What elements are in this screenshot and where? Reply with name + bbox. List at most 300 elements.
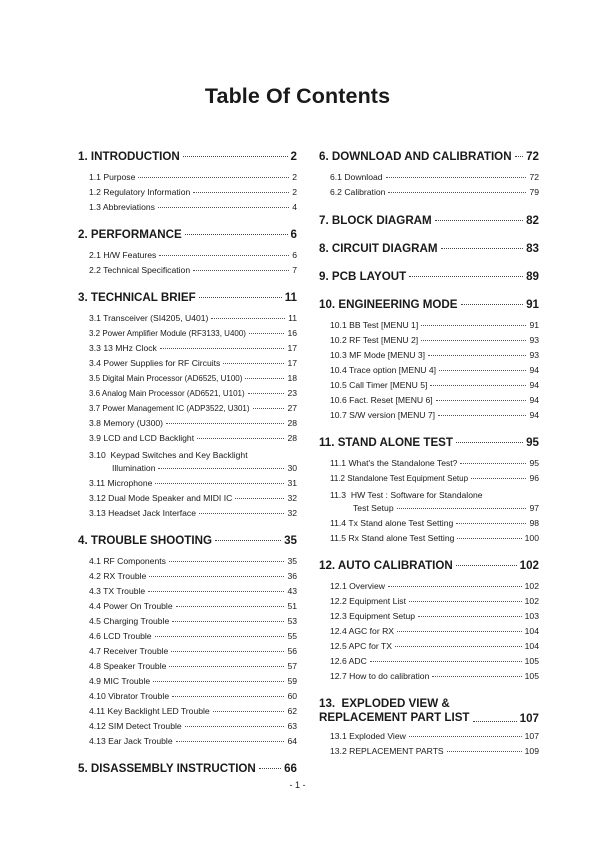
entry-title: 1.3 Abbreviations — [89, 202, 155, 212]
entry-page-number: 98 — [529, 518, 539, 528]
section-title — [319, 697, 470, 725]
section-title: 7. BLOCK DIAGRAM — [319, 214, 432, 227]
entry-page-number: 7 — [292, 265, 297, 275]
toc-entry[interactable] — [89, 556, 297, 571]
entry-title: 10.4 Trace option [MENU 4] — [330, 365, 437, 375]
entry-title: 4.2 RX Trouble — [89, 571, 147, 581]
entry-page-number: 32 — [287, 493, 297, 503]
entry-title: 4.10 Vibrator Trouble — [89, 691, 170, 701]
dot-leader — [370, 661, 522, 662]
dot-leader — [213, 711, 285, 712]
toc-entry-list — [319, 172, 539, 202]
toc-entry[interactable] — [89, 586, 297, 601]
entry-title: 3.12 Dual Mode Speaker and MIDI IC — [89, 493, 233, 503]
entry-page-number: 36 — [287, 571, 297, 581]
dot-leader — [441, 248, 524, 249]
entry-page-number: 94 — [529, 410, 539, 420]
entry-line2 — [89, 463, 297, 478]
toc-entry[interactable] — [330, 641, 539, 656]
dot-leader — [158, 207, 289, 208]
dot-leader — [432, 676, 521, 677]
toc-entry[interactable] — [89, 328, 297, 343]
dot-leader — [461, 304, 524, 305]
dot-leader — [176, 606, 285, 607]
entry-page-number: 30 — [287, 463, 297, 473]
dot-leader — [436, 400, 527, 401]
toc-column-left — [78, 150, 297, 784]
toc-section-heading[interactable] — [319, 436, 539, 452]
entry-title: 11.2 Standalone Test Equipment Setup — [330, 474, 469, 483]
entry-page-number: 55 — [287, 631, 297, 641]
toc-entry[interactable] — [89, 172, 297, 187]
toc-entry[interactable] — [330, 626, 539, 641]
entry-page-number: 51 — [287, 601, 297, 611]
toc-entry-text — [89, 448, 297, 478]
entry-page-number: 104 — [524, 641, 539, 651]
toc-section-heading[interactable] — [319, 559, 539, 575]
dot-leader — [428, 355, 526, 356]
entry-title: 12.3 Equipment Setup — [330, 611, 416, 621]
toc-entry[interactable] — [89, 571, 297, 586]
toc-entry[interactable] — [330, 731, 539, 746]
entry-page-number: 17 — [287, 343, 297, 353]
entry-title: 4.11 Key Backlight LED Trouble — [89, 706, 210, 716]
dot-leader — [438, 415, 526, 416]
entry-title: 11.5 Rx Stand alone Test Setting — [330, 533, 455, 543]
toc-entry[interactable] — [89, 250, 297, 265]
entry-title: 4.6 LCD Trouble — [89, 631, 152, 641]
section-page-number: 82 — [526, 214, 539, 227]
dot-leader — [211, 318, 285, 319]
entry-page-number: 16 — [287, 328, 297, 338]
entry-title: 12.2 Equipment List — [330, 596, 406, 606]
section-title: 5. DISASSEMBLY INSTRUCTION — [78, 762, 256, 775]
toc-section-heading[interactable] — [78, 291, 297, 307]
entry-page-number: 91 — [529, 320, 539, 330]
dot-leader — [430, 385, 526, 386]
toc-section-heading[interactable] — [319, 697, 539, 725]
toc-entry[interactable] — [89, 493, 297, 508]
toc-section — [78, 762, 297, 778]
toc-entry[interactable] — [89, 646, 297, 661]
toc-entry[interactable] — [89, 187, 297, 202]
dot-leader — [447, 751, 522, 752]
section-page-number: 95 — [526, 436, 539, 449]
toc-section — [319, 214, 539, 230]
entry-page-number: 103 — [524, 611, 539, 621]
entry-title: 10.6 Fact. Reset [MENU 6] — [330, 395, 433, 405]
dot-leader — [138, 177, 289, 178]
toc-column-right — [319, 150, 539, 761]
entry-title: 10.3 MF Mode [MENU 3] — [330, 350, 426, 360]
dot-leader — [199, 513, 284, 514]
entry-page-number: 28 — [287, 433, 297, 443]
entry-page-number: 102 — [524, 581, 539, 591]
toc-section — [319, 150, 539, 202]
toc-entry[interactable] — [330, 581, 539, 596]
section-title: 11. STAND ALONE TEST — [319, 436, 453, 449]
section-title: 2. PERFORMANCE — [78, 228, 182, 241]
toc-entry[interactable] — [89, 202, 297, 217]
dot-leader — [409, 736, 522, 737]
toc-entry[interactable] — [330, 596, 539, 611]
entry-page-number: 60 — [287, 691, 297, 701]
section-page-number: 66 — [284, 762, 297, 775]
dot-leader — [249, 333, 284, 334]
dot-leader — [215, 540, 281, 541]
toc-entry[interactable] — [330, 458, 539, 473]
entry-page-number: 93 — [529, 335, 539, 345]
toc-entry[interactable] — [89, 478, 297, 493]
entry-page-number: 56 — [287, 646, 297, 656]
entry-title: 1.1 Purpose — [89, 172, 136, 182]
toc-section — [78, 291, 297, 523]
section-title: 4. TROUBLE SHOOTING — [78, 534, 212, 547]
dot-leader — [169, 561, 285, 562]
toc-entry[interactable] — [330, 473, 539, 488]
toc-entry[interactable] — [89, 721, 297, 736]
toc-entry[interactable] — [89, 691, 297, 706]
entry-page-number: 32 — [287, 508, 297, 518]
entry-title: 3.4 Power Supplies for RF Circuits — [89, 358, 221, 368]
toc-entry-list — [319, 458, 539, 548]
entry-page-number: 31 — [287, 478, 297, 488]
section-title: 8. CIRCUIT DIAGRAM — [319, 242, 438, 255]
dot-leader — [456, 442, 523, 443]
section-page-number: 72 — [526, 150, 539, 163]
entry-page-number: 35 — [287, 556, 297, 566]
page-title: Table Of Contents — [204, 84, 391, 108]
entry-title: 3.7 Power Management IC (ADP3522, U301) — [89, 404, 250, 413]
toc-entry[interactable] — [330, 518, 539, 533]
entry-title: 3.2 Power Amplifier Module (RF3133, U400) — [89, 329, 246, 338]
dot-leader — [439, 370, 526, 371]
dot-leader — [169, 666, 284, 667]
dot-leader — [460, 463, 526, 464]
toc-entry[interactable] — [89, 631, 297, 646]
entry-page-number: 62 — [287, 706, 297, 716]
entry-title: 4.7 Receiver Trouble — [89, 646, 169, 656]
entry-page-number: 18 — [287, 373, 297, 383]
entry-title-line1: 3.10 Keypad Switches and Key Backlight — [89, 450, 248, 460]
dot-leader — [155, 483, 284, 484]
section-page-number: 11 — [284, 291, 297, 304]
entry-title: 10.5 Call Timer [MENU 5] — [330, 380, 428, 390]
dot-leader — [176, 741, 285, 742]
toc-section — [319, 559, 539, 686]
dot-leader — [155, 636, 285, 637]
entry-title-line2: Test Setup — [353, 503, 394, 513]
entry-title: 12.1 Overview — [330, 581, 385, 591]
entry-page-number: 63 — [287, 721, 297, 731]
toc-entry[interactable] — [89, 433, 297, 448]
entry-title: 4.5 Charging Trouble — [89, 616, 170, 626]
entry-title: 10.1 BB Test [MENU 1] — [330, 320, 419, 330]
dot-leader — [388, 586, 522, 587]
entry-line2 — [330, 503, 539, 518]
toc-entry[interactable] — [330, 746, 539, 761]
section-title-line2: REPLACEMENT PART LIST — [319, 711, 470, 724]
entry-title: 12.6 ADC — [330, 656, 367, 666]
toc-section-heading[interactable] — [78, 534, 297, 550]
entry-title: 4.9 MIC Trouble — [89, 676, 151, 686]
toc-entry[interactable] — [89, 616, 297, 631]
entry-title: 3.3 13 MHz Clock — [89, 343, 157, 353]
entry-title: 4.8 Speaker Trouble — [89, 661, 167, 671]
entry-page-number: 17 — [287, 358, 297, 368]
toc-entry[interactable] — [89, 358, 297, 373]
entry-page-number: 95 — [529, 458, 539, 468]
entry-page-number: 93 — [529, 350, 539, 360]
toc-entry[interactable] — [89, 736, 297, 751]
toc-section-heading[interactable] — [319, 242, 539, 258]
entry-page-number: 59 — [287, 676, 297, 686]
toc-entry[interactable] — [330, 320, 539, 335]
entry-page-number: 105 — [524, 671, 539, 681]
entry-page-number: 97 — [529, 503, 539, 513]
entry-title: 3.5 Digital Main Processor (AD6525, U100) — [89, 374, 243, 383]
toc-entry[interactable] — [330, 410, 539, 425]
entry-title: 3.1 Transceiver (SI4205, U401) — [89, 313, 209, 323]
entry-page-number: 79 — [529, 187, 539, 197]
toc-entry[interactable] — [89, 388, 297, 403]
entry-title: 10.2 RF Test [MENU 2] — [330, 335, 419, 345]
dot-leader — [148, 591, 284, 592]
entry-page-number: 27 — [287, 403, 297, 413]
toc-section-heading[interactable] — [78, 150, 297, 166]
toc-entry-list — [78, 313, 297, 523]
entry-title: 11.1 What's the Standalone Test? — [330, 458, 458, 468]
entry-page-number: 2 — [292, 187, 297, 197]
dot-leader — [171, 651, 284, 652]
dot-leader — [149, 576, 284, 577]
dot-leader — [160, 348, 285, 349]
section-page-number: 102 — [519, 559, 539, 572]
dot-leader — [223, 363, 284, 364]
toc-entry[interactable] — [89, 313, 297, 328]
entry-title: 12.5 APC for TX — [330, 641, 392, 651]
toc-entry[interactable] — [330, 335, 539, 350]
section-title: 10. ENGINEERING MODE — [319, 298, 458, 311]
entry-page-number: 100 — [524, 533, 539, 543]
section-title: 9. PCB LAYOUT — [319, 270, 407, 283]
entry-title: 6.1 Download — [330, 172, 383, 182]
dot-leader — [248, 393, 285, 394]
dot-leader — [418, 616, 522, 617]
entry-page-number: 94 — [529, 380, 539, 390]
toc-entry[interactable] — [89, 373, 297, 388]
toc-entry[interactable] — [330, 350, 539, 365]
entry-page-number: 64 — [287, 736, 297, 746]
toc-entry[interactable] — [89, 418, 297, 433]
entry-title: 11.4 Tx Stand alone Test Setting — [330, 518, 454, 528]
toc-entry[interactable] — [89, 343, 297, 358]
toc-entry-text — [330, 488, 539, 518]
entry-title: 13.2 REPLACEMENT PARTS — [330, 746, 444, 756]
toc-section-heading[interactable] — [319, 214, 539, 230]
toc-section — [319, 270, 539, 286]
toc-entry[interactable] — [330, 656, 539, 671]
toc-entry-list — [78, 556, 297, 751]
dot-leader — [185, 234, 288, 235]
toc-section — [78, 534, 297, 751]
dot-leader — [409, 601, 522, 602]
entry-title: 6.2 Calibration — [330, 187, 386, 197]
toc-entry[interactable] — [89, 403, 297, 418]
toc-entry-list — [78, 250, 297, 280]
dot-leader — [172, 696, 284, 697]
entry-title-line1: 11.3 HW Test : Software for Standalone — [330, 490, 483, 500]
entry-page-number: 96 — [529, 473, 539, 483]
toc-entry[interactable] — [89, 508, 297, 523]
section-title: 1. INTRODUCTION — [78, 150, 180, 163]
entry-page-number: 4 — [292, 202, 297, 212]
entry-title: 2.1 H/W Features — [89, 250, 157, 260]
entry-title: 3.8 Memory (U300) — [89, 418, 164, 428]
toc-entry[interactable] — [330, 533, 539, 548]
section-page-number: 35 — [284, 534, 297, 547]
dot-leader — [395, 646, 522, 647]
entry-page-number: 105 — [524, 656, 539, 666]
dot-leader — [166, 423, 284, 424]
toc-entry-list — [319, 731, 539, 761]
toc-entry[interactable] — [89, 706, 297, 721]
dot-leader — [183, 156, 288, 157]
entry-title: 3.9 LCD and LCD Backlight — [89, 433, 195, 443]
toc-entry-list — [319, 320, 539, 425]
dot-leader — [388, 192, 526, 193]
entry-page-number: 72 — [529, 172, 539, 182]
toc-section-heading[interactable] — [319, 270, 539, 286]
dot-leader — [471, 478, 526, 479]
toc-section-heading[interactable] — [78, 228, 297, 244]
toc-section-heading[interactable] — [78, 762, 297, 778]
section-page-number: 6 — [290, 228, 297, 241]
toc-entry[interactable] — [89, 265, 297, 280]
toc-entry[interactable] — [330, 172, 539, 187]
section-page-number: 83 — [526, 242, 539, 255]
toc-section — [319, 697, 539, 761]
section-page-number: 2 — [290, 150, 297, 163]
toc-section — [319, 242, 539, 258]
entry-page-number: 94 — [529, 395, 539, 405]
toc-entry[interactable] — [330, 671, 539, 686]
toc-section — [319, 298, 539, 425]
toc-entry[interactable] — [330, 611, 539, 626]
entry-title: 4.3 TX Trouble — [89, 586, 146, 596]
dot-leader — [199, 297, 282, 298]
toc-section-heading[interactable] — [319, 150, 539, 166]
entry-page-number: 11 — [288, 313, 297, 323]
dot-leader — [259, 768, 281, 769]
entry-title: 4.12 SIM Detect Trouble — [89, 721, 182, 731]
dot-leader — [435, 220, 523, 221]
toc-section — [319, 436, 539, 548]
dot-leader — [397, 631, 522, 632]
entry-page-number: 43 — [287, 586, 297, 596]
section-title: 12. AUTO CALIBRATION — [319, 559, 453, 572]
toc-entry[interactable] — [330, 365, 539, 380]
dot-leader — [185, 726, 285, 727]
dot-leader — [421, 325, 526, 326]
entry-title: 3.11 Microphone — [89, 478, 153, 488]
entry-page-number: 2 — [292, 172, 297, 182]
toc-entry[interactable] — [89, 448, 297, 478]
toc-entry[interactable] — [89, 661, 297, 676]
toc-entry[interactable] — [330, 380, 539, 395]
toc-entry[interactable] — [89, 676, 297, 691]
section-page-number: 91 — [526, 298, 539, 311]
dot-leader — [253, 408, 285, 409]
dot-leader — [386, 177, 527, 178]
dot-leader — [473, 721, 517, 722]
entry-title: 4.1 RF Components — [89, 556, 166, 566]
entry-page-number: 6 — [292, 250, 297, 260]
dot-leader — [456, 523, 526, 524]
dot-leader — [515, 156, 524, 157]
dot-leader — [421, 340, 526, 341]
entry-page-number: 109 — [524, 746, 539, 756]
dot-leader — [172, 621, 284, 622]
entry-title: 10.7 S/W version [MENU 7] — [330, 410, 436, 420]
toc-section — [78, 228, 297, 280]
section-title-line1: 13. EXPLODED VIEW & — [319, 697, 450, 710]
dot-leader — [397, 508, 527, 509]
page-number: - 1 - — [289, 780, 306, 790]
dot-leader — [159, 255, 289, 256]
toc-entry-list — [78, 172, 297, 217]
entry-title: 13.1 Exploded View — [330, 731, 406, 741]
entry-page-number: 102 — [524, 596, 539, 606]
entry-page-number: 23 — [287, 388, 297, 398]
section-page-number: 107 — [519, 712, 539, 725]
dot-leader — [193, 270, 289, 271]
toc-entry[interactable] — [330, 187, 539, 202]
entry-title: 1.2 Regulatory Information — [89, 187, 191, 197]
dot-leader — [245, 378, 284, 379]
toc-entry[interactable] — [330, 395, 539, 410]
toc-section — [78, 150, 297, 217]
dot-leader — [235, 498, 284, 499]
entry-page-number: 94 — [529, 365, 539, 375]
entry-title: 2.2 Technical Specification — [89, 265, 191, 275]
entry-title: 12.7 How to do calibration — [330, 671, 430, 681]
dot-leader — [153, 681, 284, 682]
entry-title: 3.13 Headset Jack Interface — [89, 508, 197, 518]
entry-title: 3.6 Analog Main Processor (AD6521, U101) — [89, 389, 245, 398]
dot-leader — [193, 192, 289, 193]
entry-page-number: 53 — [287, 616, 297, 626]
dot-leader — [197, 438, 284, 439]
entry-page-number: 104 — [524, 626, 539, 636]
entry-page-number: 57 — [287, 661, 297, 671]
section-page-number: 89 — [526, 270, 539, 283]
dot-leader — [456, 565, 517, 566]
toc-entry[interactable] — [330, 488, 539, 518]
toc-entry[interactable] — [89, 601, 297, 616]
entry-title: 4.4 Power On Trouble — [89, 601, 173, 611]
dot-leader — [457, 538, 521, 539]
entry-title-line2: Illumination — [112, 463, 156, 473]
entry-page-number: 28 — [287, 418, 297, 428]
entry-title: 12.4 AGC for RX — [330, 626, 395, 636]
toc-entry-list — [319, 581, 539, 686]
entry-title: 4.13 Ear Jack Trouble — [89, 736, 173, 746]
dot-leader — [409, 276, 523, 277]
toc-section-heading[interactable] — [319, 298, 539, 314]
dot-leader — [158, 468, 284, 469]
entry-page-number: 107 — [524, 731, 539, 741]
